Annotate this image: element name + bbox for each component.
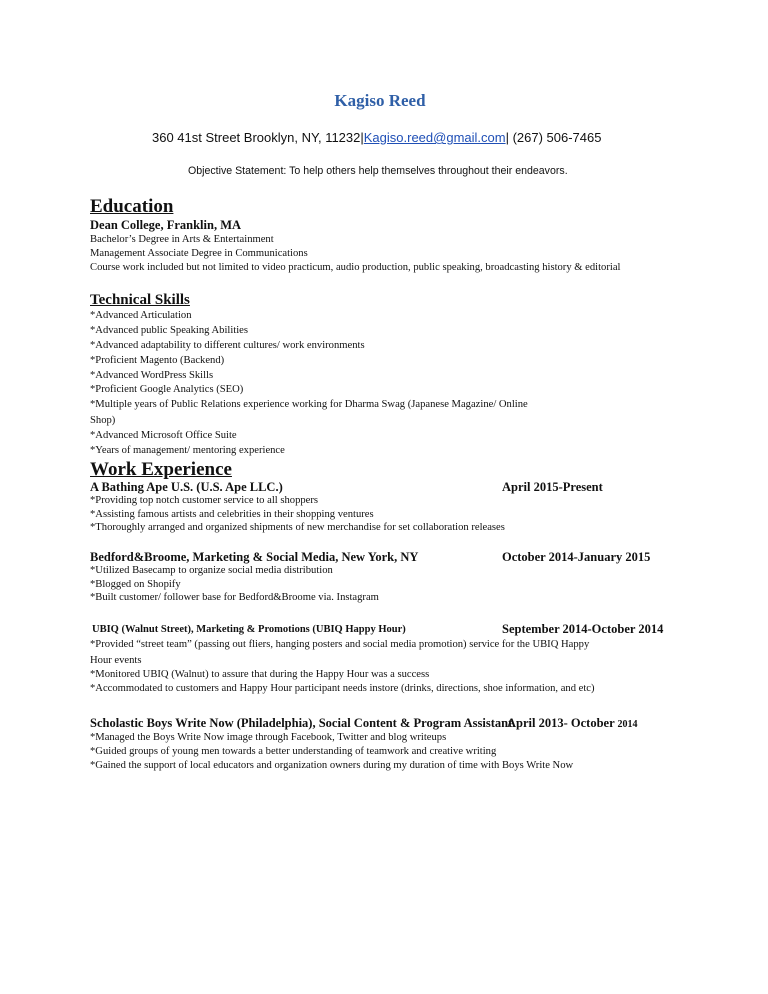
job-duty: *Utilized Basecamp to organize social media distribution bbox=[90, 565, 333, 576]
job-org: UBIQ (Walnut Street), Marketing & Promotions (UBIQ Happy Hour) bbox=[92, 624, 406, 635]
skill-item: Shop) bbox=[90, 415, 116, 426]
job-org: Scholastic Boys Write Now (Philadelphia), Social Content & Program Assistant bbox=[90, 716, 513, 730]
section-work-title: Work Experience bbox=[90, 459, 232, 480]
job-date: September 2014-October 2014 bbox=[502, 622, 664, 636]
education-school: Dean College, Franklin, MA bbox=[90, 218, 242, 232]
job-duty: *Thoroughly arranged and organized shipments of new merchandise for set collaboration releases bbox=[90, 522, 505, 533]
job-date: October 2014-January 2015 bbox=[502, 550, 651, 564]
job-org: A Bathing Ape U.S. (U.S. Ape LLC.) bbox=[90, 480, 283, 494]
job-duty: *Blogged on Shopify bbox=[90, 579, 181, 590]
job-date bbox=[507, 716, 638, 731]
job-duty: *Monitored UBIQ (Walnut) to assure that during the Happy Hour was a success bbox=[90, 669, 430, 680]
job-duty: *Managed the Boys Write Now image through Facebook, Twitter and blog writeups bbox=[90, 732, 447, 743]
job-duty: Hour events bbox=[90, 655, 142, 666]
contact-line bbox=[152, 130, 601, 145]
job-duty: *Providing top notch customer service to all shoppers bbox=[90, 495, 319, 506]
skill-item: *Advanced Microsoft Office Suite bbox=[90, 430, 237, 441]
skill-item: *Advanced Articulation bbox=[90, 310, 192, 321]
objective-statement: Objective Statement: To help others help themselves throughout their endeavors. bbox=[188, 165, 568, 177]
job-duty: *Guided groups of young men towards a better understanding of teamwork and creative writing bbox=[90, 746, 497, 757]
job-duty: *Assisting famous artists and celebrities in their shopping ventures bbox=[90, 509, 374, 520]
skill-item: *Advanced adaptability to different cultures/ work environments bbox=[90, 340, 365, 351]
job-date-text: April 2013- October bbox=[507, 716, 615, 730]
email-link[interactable]: Kagiso.reed@gmail.com bbox=[363, 130, 506, 145]
skill-item: *Advanced WordPress Skills bbox=[90, 370, 214, 381]
job-duty: *Provided “street team” (passing out fliers, hanging posters and social media promotion) service for the UBIQ Happy bbox=[90, 639, 590, 650]
job-date-year: 2014 bbox=[617, 719, 638, 730]
job-date: April 2015-Present bbox=[502, 480, 603, 494]
skill-item: *Advanced public Speaking Abilities bbox=[90, 325, 248, 336]
education-line: Bachelor’s Degree in Arts & Entertainment bbox=[90, 234, 274, 245]
section-skills-title: Technical Skills bbox=[90, 292, 190, 308]
address: 360 41st Street Brooklyn, NY, 11232| bbox=[152, 130, 364, 145]
section-education-title: Education bbox=[90, 196, 174, 217]
education-line: Course work included but not limited to video practicum, audio production, public speaking, broadcasting history & editorial bbox=[90, 262, 621, 273]
job-duty: *Built customer/ follower base for Bedford&Broome via. Instagram bbox=[90, 592, 379, 603]
phone: | (267) 506-7465 bbox=[505, 130, 602, 145]
job-duty: *Accommodated to customers and Happy Hour participant needs instore (drinks, directions, shoe information, and etc) bbox=[90, 683, 595, 694]
skill-item: *Multiple years of Public Relations experience working for Dharma Swag (Japanese Magazine/ Online bbox=[90, 399, 528, 410]
job-org: Bedford&Broome, Marketing & Social Media, New York, NY bbox=[90, 550, 419, 564]
education-line: Management Associate Degree in Communications bbox=[90, 248, 308, 259]
job-duty: *Gained the support of local educators and organization owners during my duration of time with Boys Write Now bbox=[90, 760, 574, 771]
skill-item: *Proficient Google Analytics (SEO) bbox=[90, 384, 244, 395]
resume-name: Kagiso Reed bbox=[334, 91, 426, 110]
skill-item: *Years of management/ mentoring experience bbox=[90, 445, 285, 456]
skill-item: *Proficient Magento (Backend) bbox=[90, 355, 225, 366]
